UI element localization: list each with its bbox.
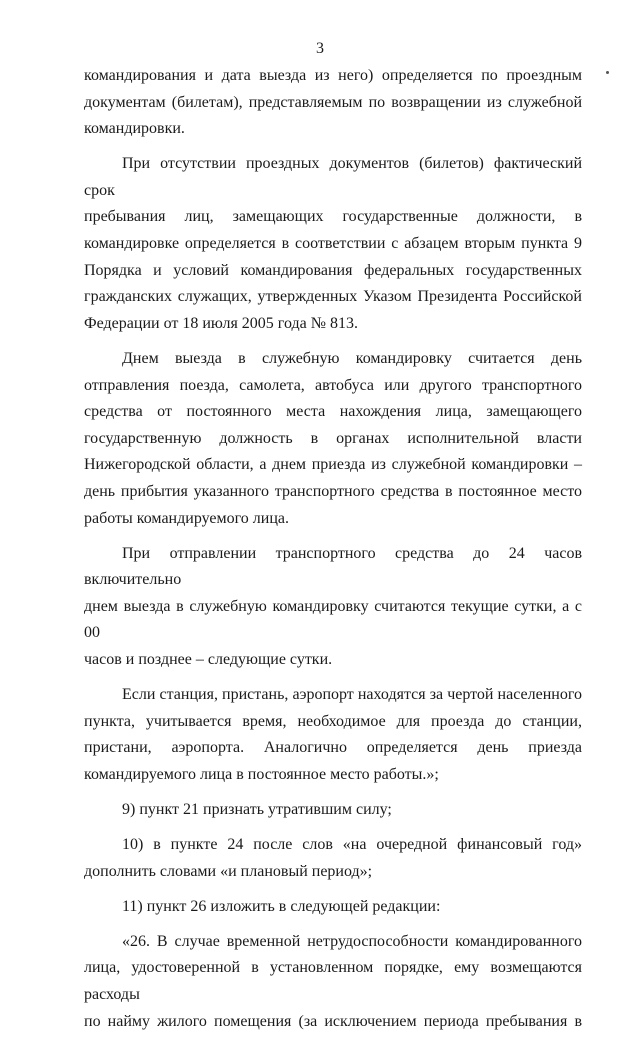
- text-line: командировки.: [84, 120, 185, 138]
- text-line: лица, удостоверенной в установленном порядке, ему возмещаются расходы: [84, 959, 582, 1003]
- text-line: часов и позднее – следующие сутки.: [84, 650, 333, 668]
- text-line: пребывания лиц, замещающих государственные должности, в: [84, 208, 582, 226]
- text-line: Днем выезда в служебную командировку считается день: [122, 349, 582, 367]
- text-line: гражданских служащих, утвержденных Указом Президента Российской: [84, 288, 582, 306]
- text-line: пункта, учитывается время, необходимое для проезда до станции,: [84, 712, 582, 730]
- text-line: Порядка и условий командирования федеральных государственных: [84, 261, 582, 279]
- paragraph-7: [84, 832, 582, 885]
- text-line: отправления поезда, самолета, автобуса или другого транспортного: [84, 376, 582, 394]
- paragraph-9: [84, 929, 582, 1035]
- text-line: день прибытия указанного транспортного средства в постоянное место: [84, 482, 582, 500]
- page-number: 3: [316, 40, 324, 57]
- paragraph-2: [84, 151, 582, 337]
- text-line: При отправлении транспортного средства до 24 часов включительно: [84, 544, 582, 589]
- text-line: дополнить словами «и плановый период»;: [84, 862, 373, 880]
- text-line: При отсутствии проездных документов (билетов) фактический срок: [84, 155, 582, 199]
- text-line: документам (билетам), представляемым по возвращении из служебной: [84, 93, 582, 111]
- paragraph-3: [84, 346, 582, 532]
- text-line: днем выезда в служебную командировку считаются текущие сутки, а с 00: [84, 597, 582, 642]
- paragraph-4: [84, 541, 582, 674]
- text-line: «26. В случае временной нетрудоспособности командированного: [122, 932, 582, 950]
- text-line: 10) в пункте 24 после слов «на очередной финансовый год»: [122, 836, 582, 854]
- paragraph-6: [84, 797, 582, 824]
- text-line: 9) пункт 21 признать утратившим силу;: [122, 800, 392, 818]
- text-line: командируемого лица в постоянное место работы.»;: [84, 765, 439, 783]
- text-line: Нижегородской области, а днем приезда из служебной командировки –: [84, 456, 582, 474]
- text-line: командировке определяется в соответствии с абзацем вторым пункта 9: [84, 235, 582, 253]
- text-line: 11) пункт 26 изложить в следующей редакции:: [122, 897, 441, 915]
- document-body: [84, 63, 582, 1044]
- text-line: Федерации от 18 июля 2005 года № 813.: [84, 314, 359, 332]
- paragraph-1: [84, 63, 582, 143]
- paragraph-8: [84, 894, 582, 921]
- text-line: средства от постоянного места нахождения лица, замещающего: [84, 403, 582, 421]
- text-line: Если станция, пристань, аэропорт находятся за чертой населенного: [122, 686, 582, 704]
- scan-speck: [606, 71, 609, 74]
- paragraph-5: [84, 682, 582, 788]
- text-line: государственную должность в органах исполнительной власти: [84, 429, 582, 447]
- text-line: командирования и дата выезда из него) определяется по проездным: [84, 67, 582, 84]
- text-line: работы командируемого лица.: [84, 509, 289, 527]
- text-line: пристани, аэропорта. Аналогично определяется день приезда: [84, 739, 582, 757]
- text-line: по найму жилого помещения (за исключением периода пребывания в: [84, 1012, 582, 1030]
